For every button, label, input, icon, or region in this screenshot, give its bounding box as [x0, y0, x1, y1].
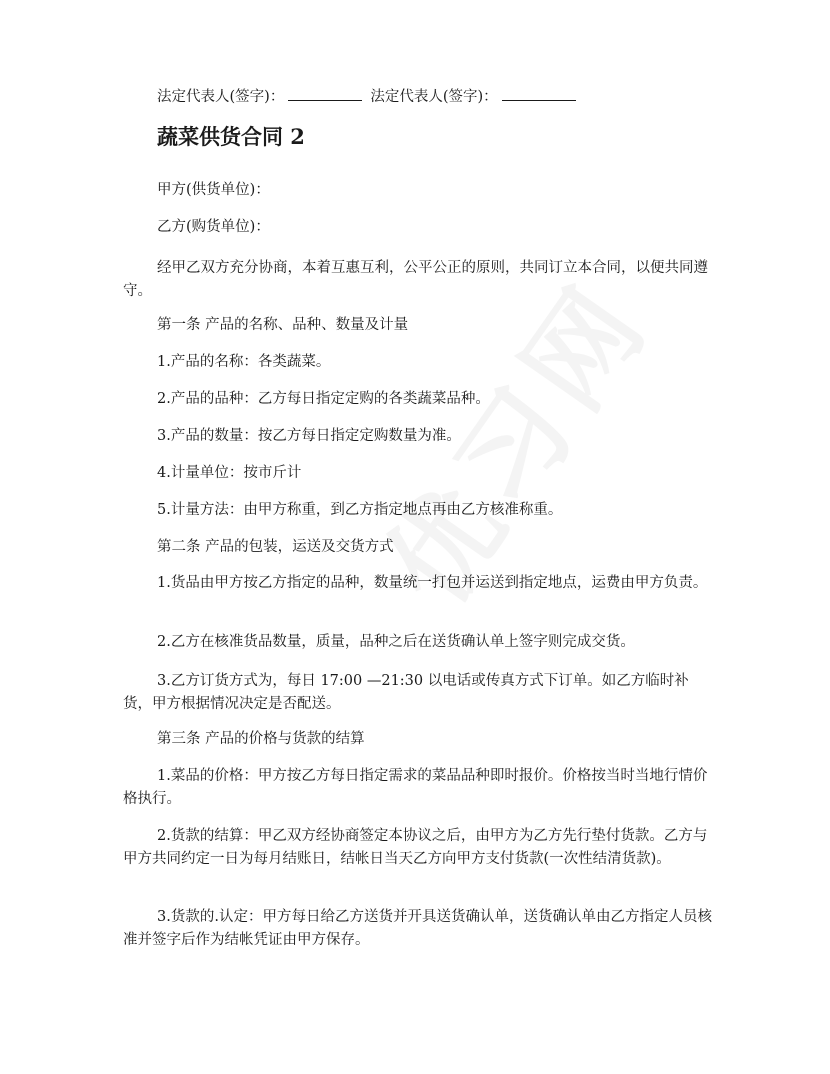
article1-item: 5.计量方法：由甲方称重，到乙方指定地点再由乙方核准称重。 — [157, 502, 563, 518]
article3-heading: 第三条 产品的价格与货款的结算 — [157, 731, 365, 747]
article2-item: 1.货品由甲方按乙方指定的品种，数量统一打包并运送到指定地点，运费由甲方负责。 — [157, 575, 708, 591]
signature-row — [157, 86, 584, 107]
party-b-line: 乙方(购货单位)： — [157, 219, 270, 235]
signature-label-left: 法定代表人(签字)： — [157, 89, 285, 105]
article1-item: 1.产品的名称：各类蔬菜。 — [157, 354, 331, 370]
document-title: 蔬菜供货合同 2 — [157, 124, 305, 149]
signature-blank-right — [502, 86, 576, 101]
intro-paragraph: 经甲乙双方充分协商，本着互惠互利，公平公正的原则，共同订立本合同，以便共同遵守。 — [123, 260, 708, 299]
article2-item: 2.乙方在核准货品数量，质量，品种之后在送货确认单上签字则完成交货。 — [157, 634, 635, 650]
article1-item: 2.产品的品种：乙方每日指定定购的各类蔬菜品种。 — [157, 391, 490, 407]
article1-item: 4.计量单位：按市斤计 — [157, 465, 302, 481]
signature-blank-left — [288, 86, 362, 101]
article1-item: 3.产品的数量：按乙方每日指定定购数量为准。 — [157, 428, 461, 444]
article3-item: 2.货款的结算：甲乙双方经协商签定本协议之后，由甲方为乙方先行垫付货款。乙方与甲方共同约定一日为每月结账日，结帐日当天乙方向甲方支付货款(一次性结清货款)。 — [123, 828, 708, 867]
article2-item: 3.乙方订货方式为，每日 17:00 —21:30 以电话或传真方式下订单。如乙方临时补货，甲方根据情况决定是否配送。 — [123, 673, 689, 712]
article1-heading: 第一条 产品的名称、品种、数量及计量 — [157, 317, 409, 333]
signature-label-right: 法定代表人(签字)： — [370, 89, 498, 105]
article2-heading: 第二条 产品的包装，运送及交货方式 — [157, 539, 394, 555]
party-a-line: 甲方(供货单位)： — [157, 182, 270, 198]
article3-item: 3.货款的.认定：甲方每日给乙方送货并开具送货确认单，送货确认单由乙方指定人员核准并签字后作为结帐凭证由甲方保存。 — [123, 909, 712, 948]
article3-item: 1.菜品的价格：甲方按乙方每日指定需求的菜品品种即时报价。价格按当时当地行情价格执行。 — [123, 768, 708, 807]
